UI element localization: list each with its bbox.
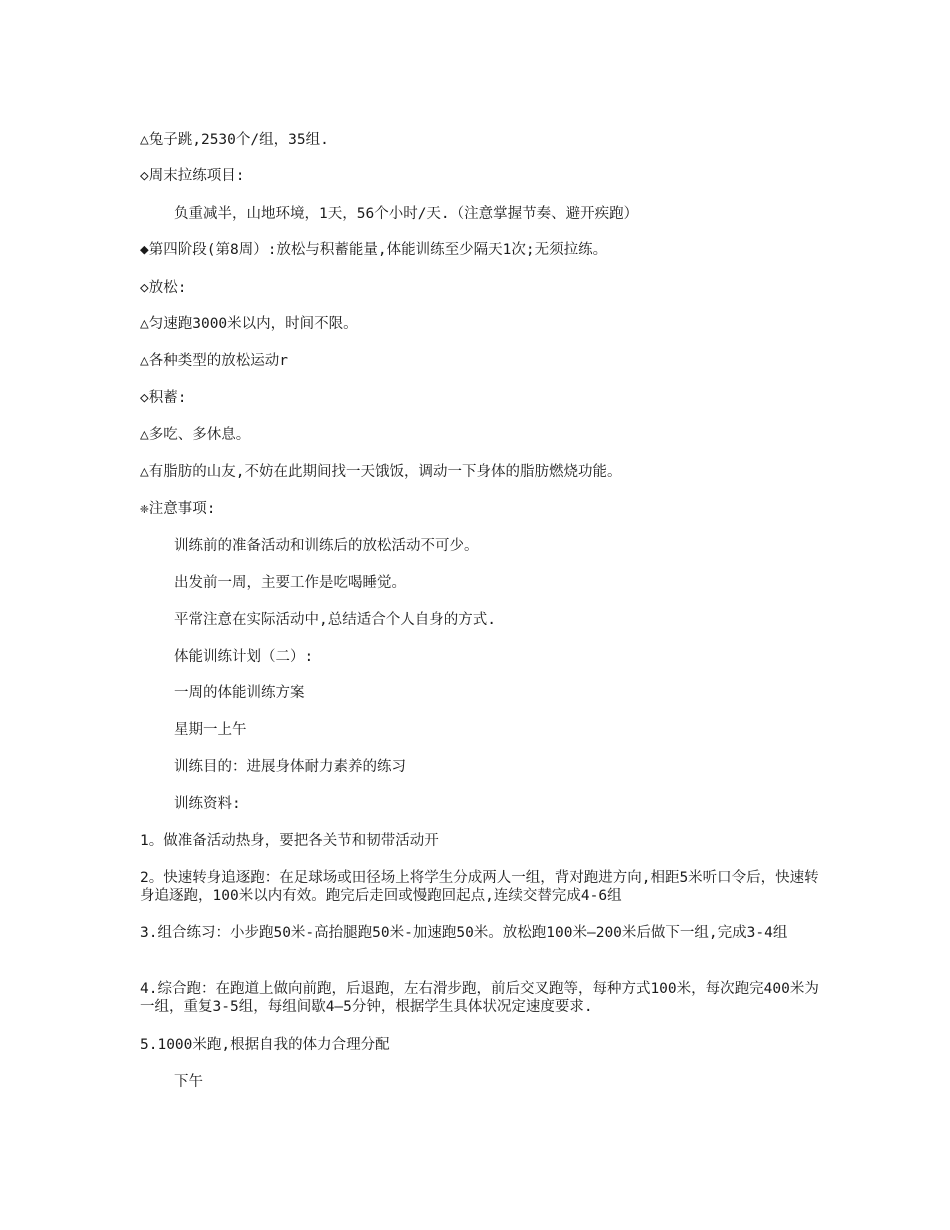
paragraph: ◇放松: xyxy=(140,280,187,296)
paragraph: ◇周末拉练项目: xyxy=(140,168,245,184)
paragraph: 训练前的准备活动和训练后的放松活动不可少。 xyxy=(174,538,479,554)
paragraph: 3.组合练习：小步跑50米-高抬腿跑50米-加速跑50米。放松跑100米—200米后做下一组,完成3-4组 xyxy=(140,925,788,941)
paragraph: 1。做准备活动热身，要把各关节和韧带活动开 xyxy=(140,833,439,849)
paragraph: 出发前一周，主要工作是吃喝睡觉。 xyxy=(174,575,406,591)
paragraph: 2。快速转身追逐跑：在足球场或田径场上将学生分成两人一组，背对跑进方向,相距5米听口令后，快速转身追逐跑，100米以内有效。跑完后走回或慢跑回起点,连续交替完成4-6组 xyxy=(140,870,819,904)
paragraph: 体能训练计划（二）: xyxy=(174,649,314,665)
paragraph: ◆第四阶段(第8周）:放松与积蓄能量,体能训练至少隔天1次;无须拉练。 xyxy=(140,242,608,258)
paragraph: 下午 xyxy=(174,1074,203,1090)
paragraph: ◇积蓄: xyxy=(140,390,187,406)
paragraph: △匀速跑3000米以内，时间不限。 xyxy=(140,316,358,332)
paragraph: 星期一上午 xyxy=(174,722,247,738)
paragraph: 训练资料: xyxy=(174,796,241,812)
paragraph: 训练目的：进展身体耐力素养的练习 xyxy=(174,759,406,775)
paragraph: 平常注意在实际活动中,总结适合个人自身的方式. xyxy=(174,612,496,628)
paragraph: 一周的体能训练方案 xyxy=(174,685,305,701)
paragraph: ❈注意事项: xyxy=(140,501,216,517)
paragraph: 5.1000米跑,根据自我的体力合理分配 xyxy=(140,1037,390,1053)
paragraph: 4.综合跑：在跑道上做向前跑，后退跑，左右滑步跑，前后交叉跑等，每种方式100米，每次跑完400米为一组，重复3-5组，每组间歇4—5分钟，根据学生具体状况定速度要求. xyxy=(140,981,819,1015)
paragraph: △有脂肪的山友,不妨在此期间找一天饿饭，调动一下身体的脂肪燃烧功能。 xyxy=(140,464,622,480)
paragraph: 负重减半，山地环境，1天，56个小时/天.（注意掌握节奏、避开疾跑） xyxy=(174,206,639,222)
paragraph: △多吃、多休息。 xyxy=(140,427,251,443)
paragraph: △各种类型的放松运动r xyxy=(140,353,288,369)
paragraph: △兔子跳,2530个/组，35组. xyxy=(140,132,329,148)
